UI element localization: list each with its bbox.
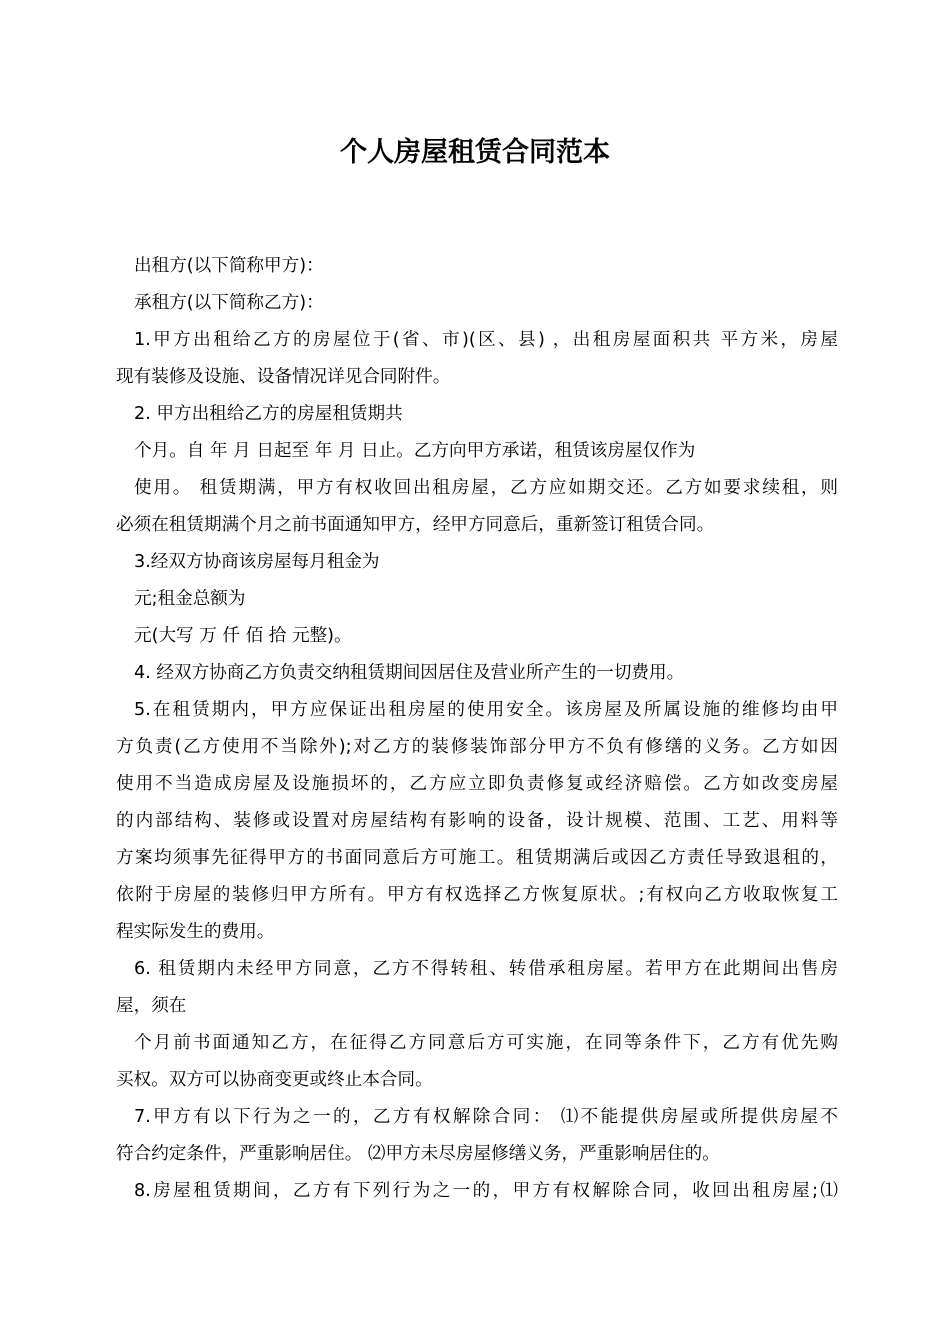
text-line: 符合约定条件，严重影响居住。 ⑵甲方未尽房屋修缮义务，严重影响居住的。: [116, 1144, 720, 1164]
text-line: 5.在租赁期内，甲方应保证出租房屋的使用安全。该房屋及所属设施的维修均由甲: [134, 700, 838, 720]
text-line: 个月。自 年 月 日起至 年 月 日止。乙方向甲方承诺，租赁该房屋仅作为: [134, 441, 696, 461]
text-line: 6. 租赁期内未经甲方同意，乙方不得转租、转借承租房屋。若甲方在此期间出售房: [134, 959, 838, 979]
text-line: 元;租金总额为: [134, 589, 246, 609]
text-line: 1.甲方出租给乙方的房屋位于(省、市)(区、县) ，出租房屋面积共 平方米，房屋: [134, 330, 838, 350]
text-line: 元(大写 万 仟 佰 拾 元整)。: [134, 626, 352, 646]
text-line: 的内部结构、装修或设置对房屋结构有影响的设备，设计规模、范围、工艺、用料等: [116, 811, 838, 831]
text-line: 7.甲方有以下行为之一的，乙方有权解除合同： ⑴不能提供房屋或所提供房屋不: [134, 1107, 838, 1127]
text-line: 个月前书面通知乙方，在征得乙方同意后方可实施，在同等条件下，乙方有优先购: [134, 1033, 838, 1053]
text-line: 3.经双方协商该房屋每月租金为: [134, 552, 380, 572]
text-line: 现有装修及设施、设备情况详见合同附件。: [116, 367, 451, 387]
text-line: 8.房屋租赁期间，乙方有下列行为之一的，甲方有权解除合同，收回出租房屋;⑴: [134, 1181, 838, 1201]
page-title: 个人房屋租赁合同范本: [340, 137, 610, 168]
contract-body: [116, 248, 838, 1210]
text-line: 方负责(乙方使用不当除外);对乙方的装修装饰部分甲方不负有修缮的义务。乙方如因: [116, 737, 838, 757]
text-line: 使用不当造成房屋及设施损坏的，乙方应立即负责修复或经济赔偿。乙方如改变房屋: [116, 774, 838, 794]
text-line: 2. 甲方出租给乙方的房屋租赁期共: [134, 404, 403, 424]
text-line: 必须在租赁期满个月之前书面通知甲方，经甲方同意后，重新签订租赁合同。: [116, 515, 715, 535]
text-line: 买权。双方可以协商变更或终止本合同。: [116, 1070, 433, 1090]
text-line: 方案均须事先征得甲方的书面同意后方可施工。租赁期满后或因乙方责任导致退租的，: [116, 848, 838, 868]
text-line: 使用。 租赁期满，甲方有权收回出租房屋，乙方应如期交还。乙方如要求续租，则: [134, 478, 838, 498]
text-line: 出租方(以下简称甲方)：: [134, 256, 324, 276]
text-line: 程实际发生的费用。: [116, 922, 275, 942]
text-line: 依附于房屋的装修归甲方所有。甲方有权选择乙方恢复原状。;有权向乙方收取恢复工: [116, 885, 838, 905]
text-line: 4. 经双方协商乙方负责交纳租赁期间因居住及营业所产生的一切费用。: [134, 663, 685, 683]
text-line: 承租方(以下简称乙方)：: [134, 293, 324, 313]
text-line: 屋，须在: [116, 996, 187, 1016]
